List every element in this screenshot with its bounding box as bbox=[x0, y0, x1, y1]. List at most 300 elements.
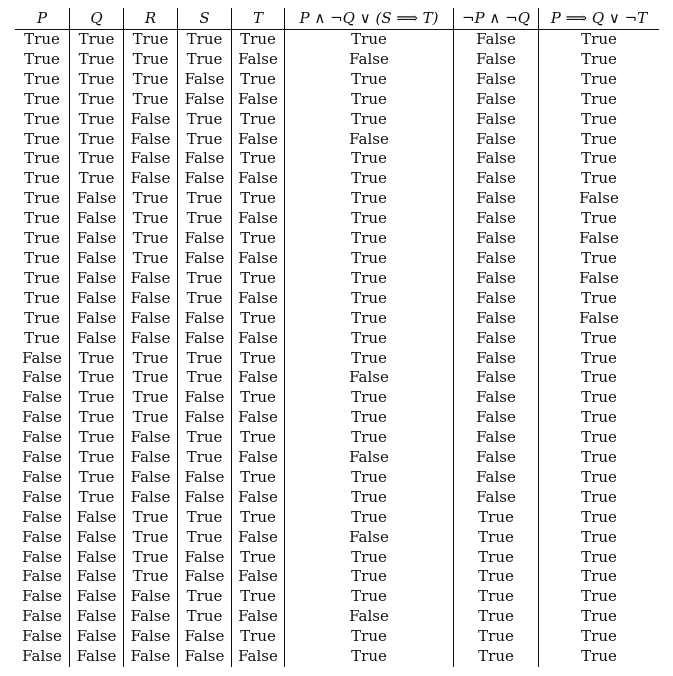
table-row bbox=[15, 508, 659, 528]
cell-p: False bbox=[22, 467, 62, 486]
cell-q: False bbox=[70, 249, 124, 269]
cell-t: False bbox=[232, 607, 285, 627]
cell-s: True bbox=[178, 269, 232, 289]
cell-r: False bbox=[124, 149, 178, 169]
cell-s: True bbox=[178, 289, 232, 309]
cell-formula-2: False bbox=[454, 368, 539, 388]
cell-formula-1: True bbox=[285, 329, 454, 349]
cell-r: False bbox=[124, 169, 178, 189]
header-r: R bbox=[124, 8, 178, 30]
cell-formula-3: True bbox=[539, 209, 660, 229]
cell-q: False bbox=[70, 209, 124, 229]
cell-formula-2: False bbox=[454, 488, 539, 508]
cell-s: True bbox=[178, 30, 232, 50]
table-row bbox=[15, 70, 659, 90]
cell-s: True bbox=[178, 50, 232, 70]
cell-t: False bbox=[232, 488, 285, 508]
cell-s: True bbox=[178, 368, 232, 388]
cell-formula-1: True bbox=[285, 90, 454, 110]
cell-q: True bbox=[70, 130, 124, 150]
cell-r: False bbox=[124, 289, 178, 309]
cell-r: False bbox=[124, 309, 178, 329]
cell-r: True bbox=[124, 30, 178, 50]
cell-formula-3: True bbox=[539, 349, 660, 369]
cell-formula-3: False bbox=[539, 309, 660, 329]
cell-p: False bbox=[22, 527, 62, 546]
cell-r: False bbox=[124, 468, 178, 488]
cell-formula-2: True bbox=[454, 528, 539, 548]
cell-s: True bbox=[178, 209, 232, 229]
cell-formula-3: True bbox=[539, 548, 660, 568]
cell-formula-1: False bbox=[285, 448, 454, 468]
cell-s: False bbox=[178, 90, 232, 110]
cell-r: False bbox=[124, 428, 178, 448]
cell-formula-3: True bbox=[539, 607, 660, 627]
cell-p: False bbox=[22, 587, 62, 606]
cell-q: False bbox=[70, 548, 124, 568]
cell-formula-2: False bbox=[454, 269, 539, 289]
table-row bbox=[15, 388, 659, 408]
cell-s: False bbox=[178, 169, 232, 189]
cell-s: False bbox=[178, 70, 232, 90]
cell-formula-3: True bbox=[539, 528, 660, 548]
table-row bbox=[15, 289, 659, 309]
cell-q: True bbox=[70, 90, 124, 110]
cell-formula-3: True bbox=[539, 428, 660, 448]
cell-formula-3: True bbox=[539, 567, 660, 587]
cell-p: False bbox=[22, 348, 62, 367]
cell-formula-3: True bbox=[539, 110, 660, 130]
cell-formula-2: False bbox=[454, 229, 539, 249]
cell-formula-1: True bbox=[285, 388, 454, 408]
cell-t: False bbox=[232, 90, 285, 110]
cell-r: False bbox=[124, 627, 178, 647]
cell-formula-2: False bbox=[454, 30, 539, 50]
table-row bbox=[15, 329, 659, 349]
cell-t: True bbox=[232, 30, 285, 50]
cell-formula-3: True bbox=[539, 368, 660, 388]
cell-p: False bbox=[22, 567, 62, 586]
cell-formula-2: False bbox=[454, 329, 539, 349]
cell-formula-3: True bbox=[539, 468, 660, 488]
table-row bbox=[15, 229, 659, 249]
cell-formula-1: True bbox=[285, 468, 454, 488]
cell-t: True bbox=[232, 70, 285, 90]
cell-r: True bbox=[124, 508, 178, 528]
cell-formula-2: True bbox=[454, 607, 539, 627]
cell-formula-3: True bbox=[539, 448, 660, 468]
cell-s: True bbox=[178, 508, 232, 528]
cell-formula-1: False bbox=[285, 607, 454, 627]
table-row bbox=[15, 647, 659, 667]
cell-formula-3: True bbox=[539, 30, 660, 50]
cell-s: False bbox=[178, 567, 232, 587]
header-p: P bbox=[15, 8, 70, 30]
cell-t: False bbox=[232, 408, 285, 428]
cell-r: True bbox=[124, 528, 178, 548]
cell-r: True bbox=[124, 189, 178, 209]
cell-s: True bbox=[178, 349, 232, 369]
cell-p: True bbox=[24, 49, 60, 68]
cell-r: True bbox=[124, 229, 178, 249]
cell-s: False bbox=[178, 468, 232, 488]
table-row bbox=[15, 528, 659, 548]
cell-t: True bbox=[232, 548, 285, 568]
cell-t: True bbox=[232, 229, 285, 249]
cell-p: False bbox=[22, 448, 62, 467]
cell-t: False bbox=[232, 647, 285, 667]
cell-formula-1: True bbox=[285, 548, 454, 568]
cell-s: False bbox=[178, 329, 232, 349]
cell-r: False bbox=[124, 587, 178, 607]
cell-q: True bbox=[70, 448, 124, 468]
cell-p: True bbox=[24, 209, 60, 228]
cell-t: False bbox=[232, 528, 285, 548]
cell-p: True bbox=[24, 229, 60, 248]
cell-s: False bbox=[178, 388, 232, 408]
cell-p: False bbox=[22, 388, 62, 407]
table-row bbox=[15, 368, 659, 388]
header-formula-1: P ∧ ¬Q ∨ (S ⟹ T) bbox=[285, 8, 454, 30]
cell-formula-3: True bbox=[539, 130, 660, 150]
cell-formula-2: False bbox=[454, 448, 539, 468]
cell-r: True bbox=[124, 249, 178, 269]
cell-formula-3: True bbox=[539, 627, 660, 647]
cell-formula-2: False bbox=[454, 149, 539, 169]
cell-s: True bbox=[178, 587, 232, 607]
table-row bbox=[15, 50, 659, 70]
cell-t: True bbox=[232, 627, 285, 647]
cell-formula-1: True bbox=[285, 70, 454, 90]
cell-formula-2: False bbox=[454, 289, 539, 309]
cell-formula-3: False bbox=[539, 189, 660, 209]
cell-q: True bbox=[70, 408, 124, 428]
cell-formula-1: True bbox=[285, 488, 454, 508]
cell-formula-3: False bbox=[539, 269, 660, 289]
cell-q: True bbox=[70, 70, 124, 90]
header-t: T bbox=[232, 8, 285, 30]
cell-formula-2: False bbox=[454, 209, 539, 229]
cell-s: False bbox=[178, 647, 232, 667]
cell-p: False bbox=[22, 368, 62, 387]
cell-q: False bbox=[70, 329, 124, 349]
cell-formula-1: True bbox=[285, 209, 454, 229]
cell-q: False bbox=[70, 567, 124, 587]
cell-formula-1: False bbox=[285, 130, 454, 150]
truth-table-header bbox=[15, 8, 659, 30]
cell-formula-2: True bbox=[454, 567, 539, 587]
cell-formula-1: True bbox=[285, 269, 454, 289]
cell-formula-1: False bbox=[285, 50, 454, 70]
cell-p: True bbox=[24, 89, 60, 108]
table-row bbox=[15, 488, 659, 508]
cell-q: False bbox=[70, 627, 124, 647]
cell-p: True bbox=[24, 288, 60, 307]
cell-t: False bbox=[232, 368, 285, 388]
cell-formula-2: False bbox=[454, 130, 539, 150]
cell-s: True bbox=[178, 428, 232, 448]
cell-t: False bbox=[232, 289, 285, 309]
cell-t: True bbox=[232, 508, 285, 528]
cell-formula-1: True bbox=[285, 289, 454, 309]
table-row bbox=[15, 548, 659, 568]
table-row bbox=[15, 607, 659, 627]
cell-s: False bbox=[178, 548, 232, 568]
cell-formula-3: True bbox=[539, 70, 660, 90]
cell-r: True bbox=[124, 70, 178, 90]
cell-formula-3: True bbox=[539, 249, 660, 269]
cell-formula-3: True bbox=[539, 508, 660, 528]
cell-t: False bbox=[232, 448, 285, 468]
cell-r: True bbox=[124, 567, 178, 587]
header-s: S bbox=[178, 8, 232, 30]
cell-q: True bbox=[70, 468, 124, 488]
cell-q: True bbox=[70, 50, 124, 70]
cell-formula-1: True bbox=[285, 189, 454, 209]
cell-formula-2: False bbox=[454, 90, 539, 110]
cell-t: True bbox=[232, 349, 285, 369]
table-row bbox=[15, 349, 659, 369]
table-row bbox=[15, 448, 659, 468]
cell-s: True bbox=[178, 607, 232, 627]
cell-q: False bbox=[70, 528, 124, 548]
cell-s: True bbox=[178, 110, 232, 130]
cell-q: True bbox=[70, 428, 124, 448]
cell-formula-3: True bbox=[539, 488, 660, 508]
cell-formula-2: False bbox=[454, 428, 539, 448]
table-row bbox=[15, 249, 659, 269]
cell-q: False bbox=[70, 289, 124, 309]
cell-q: True bbox=[70, 30, 124, 50]
cell-formula-3: True bbox=[539, 50, 660, 70]
cell-r: True bbox=[124, 90, 178, 110]
cell-p: False bbox=[22, 428, 62, 447]
cell-p: True bbox=[24, 248, 60, 267]
cell-formula-3: True bbox=[539, 329, 660, 349]
cell-t: True bbox=[232, 309, 285, 329]
cell-p: True bbox=[24, 129, 60, 148]
table-row bbox=[15, 269, 659, 289]
cell-r: True bbox=[124, 388, 178, 408]
cell-p: True bbox=[24, 308, 60, 327]
cell-formula-1: True bbox=[285, 587, 454, 607]
cell-t: False bbox=[232, 329, 285, 349]
cell-r: False bbox=[124, 488, 178, 508]
cell-formula-2: False bbox=[454, 189, 539, 209]
cell-formula-2: False bbox=[454, 110, 539, 130]
cell-p: True bbox=[24, 268, 60, 287]
cell-formula-3: True bbox=[539, 647, 660, 667]
table-row bbox=[15, 408, 659, 428]
cell-q: False bbox=[70, 309, 124, 329]
cell-formula-2: False bbox=[454, 50, 539, 70]
cell-s: True bbox=[178, 189, 232, 209]
truth-table bbox=[15, 8, 659, 667]
cell-s: False bbox=[178, 309, 232, 329]
cell-r: False bbox=[124, 329, 178, 349]
table-row bbox=[15, 130, 659, 150]
cell-formula-1: False bbox=[285, 368, 454, 388]
cell-r: False bbox=[124, 110, 178, 130]
cell-formula-1: True bbox=[285, 309, 454, 329]
table-row bbox=[15, 567, 659, 587]
cell-formula-1: True bbox=[285, 508, 454, 528]
cell-q: False bbox=[70, 647, 124, 667]
cell-p: False bbox=[22, 627, 62, 646]
cell-p: False bbox=[22, 647, 62, 666]
cell-p: True bbox=[24, 69, 60, 88]
cell-formula-3: True bbox=[539, 289, 660, 309]
cell-t: False bbox=[232, 209, 285, 229]
table-row bbox=[15, 110, 659, 130]
cell-formula-2: False bbox=[454, 249, 539, 269]
cell-q: False bbox=[70, 607, 124, 627]
cell-q: True bbox=[70, 488, 124, 508]
cell-formula-2: False bbox=[454, 70, 539, 90]
cell-formula-2: False bbox=[454, 468, 539, 488]
cell-s: False bbox=[178, 408, 232, 428]
header-row bbox=[15, 8, 659, 30]
table-row bbox=[15, 428, 659, 448]
cell-t: False bbox=[232, 169, 285, 189]
cell-formula-3: True bbox=[539, 169, 660, 189]
cell-t: False bbox=[232, 249, 285, 269]
cell-p: False bbox=[22, 487, 62, 506]
cell-r: True bbox=[124, 349, 178, 369]
table-row bbox=[15, 90, 659, 110]
cell-formula-2: True bbox=[454, 548, 539, 568]
table-row bbox=[15, 209, 659, 229]
cell-formula-1: True bbox=[285, 229, 454, 249]
cell-formula-1: True bbox=[285, 408, 454, 428]
cell-formula-3: True bbox=[539, 149, 660, 169]
cell-s: False bbox=[178, 249, 232, 269]
cell-p: True bbox=[24, 30, 60, 48]
cell-p: False bbox=[22, 607, 62, 626]
cell-formula-1: True bbox=[285, 169, 454, 189]
cell-formula-3: True bbox=[539, 587, 660, 607]
table-row bbox=[15, 189, 659, 209]
cell-formula-3: False bbox=[539, 229, 660, 249]
cell-formula-2: False bbox=[454, 388, 539, 408]
cell-r: False bbox=[124, 647, 178, 667]
cell-p: True bbox=[24, 169, 60, 188]
cell-s: True bbox=[178, 448, 232, 468]
cell-q: False bbox=[70, 269, 124, 289]
cell-formula-1: True bbox=[285, 428, 454, 448]
cell-formula-2: False bbox=[454, 349, 539, 369]
cell-r: False bbox=[124, 607, 178, 627]
header-q: Q bbox=[70, 8, 124, 30]
cell-formula-2: False bbox=[454, 309, 539, 329]
header-formula-2: ¬P ∧ ¬Q bbox=[454, 8, 539, 30]
cell-formula-1: True bbox=[285, 647, 454, 667]
cell-t: True bbox=[232, 189, 285, 209]
cell-t: True bbox=[232, 110, 285, 130]
cell-q: True bbox=[70, 368, 124, 388]
cell-r: True bbox=[124, 50, 178, 70]
cell-r: False bbox=[124, 130, 178, 150]
cell-p: False bbox=[22, 507, 62, 526]
cell-p: True bbox=[24, 149, 60, 168]
cell-formula-2: True bbox=[454, 508, 539, 528]
table-row bbox=[15, 30, 659, 50]
cell-q: False bbox=[70, 587, 124, 607]
cell-p: True bbox=[24, 109, 60, 128]
cell-formula-2: True bbox=[454, 627, 539, 647]
cell-formula-3: True bbox=[539, 90, 660, 110]
cell-t: True bbox=[232, 149, 285, 169]
cell-r: False bbox=[124, 269, 178, 289]
cell-s: True bbox=[178, 528, 232, 548]
cell-s: False bbox=[178, 627, 232, 647]
cell-s: False bbox=[178, 149, 232, 169]
cell-formula-1: True bbox=[285, 349, 454, 369]
cell-q: True bbox=[70, 169, 124, 189]
cell-q: False bbox=[70, 508, 124, 528]
cell-t: False bbox=[232, 567, 285, 587]
table-row bbox=[15, 149, 659, 169]
cell-r: True bbox=[124, 368, 178, 388]
cell-p: False bbox=[22, 547, 62, 566]
cell-q: True bbox=[70, 388, 124, 408]
cell-formula-2: True bbox=[454, 587, 539, 607]
cell-formula-1: True bbox=[285, 627, 454, 647]
cell-q: True bbox=[70, 149, 124, 169]
table-row bbox=[15, 468, 659, 488]
cell-formula-1: True bbox=[285, 149, 454, 169]
cell-t: True bbox=[232, 269, 285, 289]
cell-t: True bbox=[232, 468, 285, 488]
cell-r: True bbox=[124, 548, 178, 568]
cell-p: True bbox=[24, 189, 60, 208]
cell-t: False bbox=[232, 130, 285, 150]
table-row bbox=[15, 587, 659, 607]
cell-q: False bbox=[70, 189, 124, 209]
cell-formula-1: True bbox=[285, 30, 454, 50]
cell-formula-1: True bbox=[285, 567, 454, 587]
cell-q: True bbox=[70, 110, 124, 130]
cell-formula-3: True bbox=[539, 388, 660, 408]
cell-formula-2: True bbox=[454, 647, 539, 667]
cell-t: True bbox=[232, 388, 285, 408]
cell-p: True bbox=[24, 328, 60, 347]
cell-s: False bbox=[178, 488, 232, 508]
cell-formula-3: True bbox=[539, 408, 660, 428]
cell-t: False bbox=[232, 50, 285, 70]
table-row bbox=[15, 627, 659, 647]
cell-r: True bbox=[124, 209, 178, 229]
table-row bbox=[15, 309, 659, 329]
cell-s: False bbox=[178, 229, 232, 249]
cell-p: False bbox=[22, 408, 62, 427]
cell-q: True bbox=[70, 349, 124, 369]
cell-formula-1: True bbox=[285, 110, 454, 130]
cell-formula-1: True bbox=[285, 249, 454, 269]
cell-r: False bbox=[124, 448, 178, 468]
cell-formula-1: False bbox=[285, 528, 454, 548]
table-row bbox=[15, 169, 659, 189]
cell-q: False bbox=[70, 229, 124, 249]
cell-formula-2: False bbox=[454, 169, 539, 189]
cell-r: True bbox=[124, 408, 178, 428]
header-formula-3: P ⟹ Q ∨ ¬T bbox=[539, 8, 660, 30]
cell-t: True bbox=[232, 428, 285, 448]
cell-formula-2: False bbox=[454, 408, 539, 428]
cell-t: True bbox=[232, 587, 285, 607]
truth-table-body bbox=[15, 30, 659, 668]
cell-s: True bbox=[178, 130, 232, 150]
